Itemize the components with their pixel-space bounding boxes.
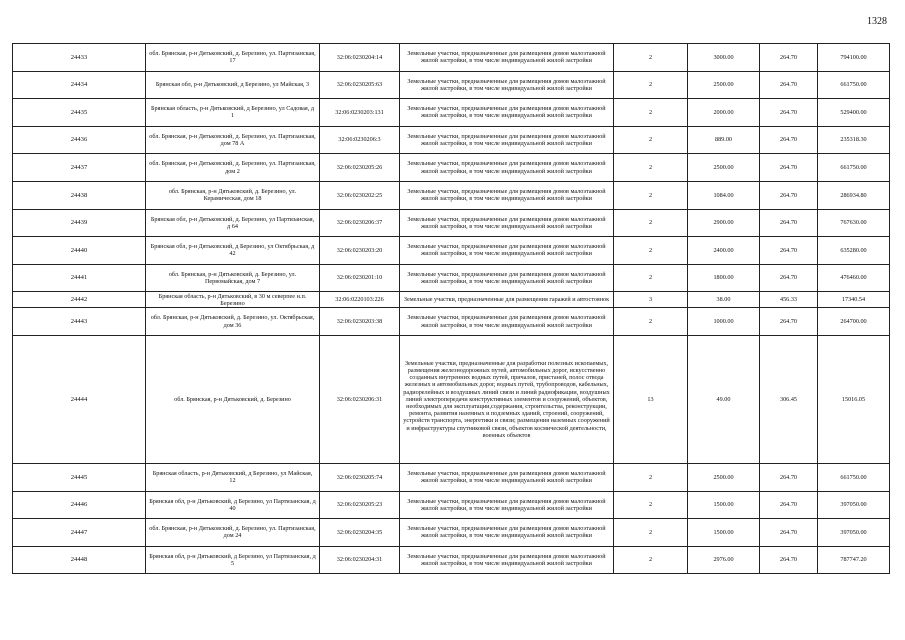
table-row: [13, 308, 890, 336]
row-number: 24445: [13, 463, 146, 491]
unit-value-cell: 264.70: [760, 209, 818, 237]
area-cell: 2000.00: [688, 99, 760, 127]
cadastral-number-cell: 32:06:0230202:25: [320, 181, 400, 209]
cadastral-value-cell: 397050.00: [818, 519, 890, 547]
cadastral-number-cell: 32:06:0230205:26: [320, 154, 400, 182]
table-row: [13, 181, 890, 209]
address-cell: Брянская обл, р-н Дятьковский, д. Березино, ул Партизанская, д 64: [146, 209, 320, 237]
address-cell: обл. Брянская, р-н Дятьковский, д. Березино, ул. Первомайская, дом 7: [146, 264, 320, 292]
cadastral-value-cell: 397050.00: [818, 491, 890, 519]
row-number: 24433: [13, 44, 146, 72]
address-cell: Брянская область, р-н Дятьковский, д Березино, ул Майская, 12: [146, 463, 320, 491]
table-body: [13, 44, 890, 574]
area-cell: 2500.00: [688, 71, 760, 99]
page-number: 1328: [867, 16, 887, 27]
group-cell: 2: [614, 44, 688, 72]
cadastral-number-cell: 32:06:0230206:3: [320, 126, 400, 154]
cadastral-value-cell: 661750.00: [818, 71, 890, 99]
address-cell: обл. Брянская, р-н Дятьковский, д. Березино, ул. Партизанская, дом 2: [146, 154, 320, 182]
unit-value-cell: 264.70: [760, 463, 818, 491]
cadastral-value-cell: 767630.00: [818, 209, 890, 237]
cadastral-value-cell: 264700.00: [818, 308, 890, 336]
cadastral-value-cell: 787747.20: [818, 546, 890, 574]
land-use-cell: Земельные участки, предназначенные для размещения домов малоэтажной жилой застройки, в том числе индивидуальной жилой застройки: [400, 99, 614, 127]
address-cell: Брянская область, р-н Дятьковский, д Березино, ул Садовая, д 1: [146, 99, 320, 127]
land-use-cell: Земельные участки, предназначенные для размещения домов малоэтажной жилой застройки, в том числе индивидуальной жилой застройки: [400, 44, 614, 72]
group-cell: 2: [614, 308, 688, 336]
row-number: 24444: [13, 335, 146, 463]
area-cell: 2900.00: [688, 209, 760, 237]
land-use-cell: Земельные участки, предназначенные для размещения домов малоэтажной жилой застройки, в том числе индивидуальной жилой застройки: [400, 126, 614, 154]
table-row: [13, 491, 890, 519]
land-use-cell: Земельные участки, предназначенные для размещения домов малоэтажной жилой застройки, в том числе индивидуальной жилой застройки: [400, 546, 614, 574]
row-number: 24435: [13, 99, 146, 127]
address-cell: Брянская обл, р-н Дятьковский, д Березино, ул Партизанская, д 40: [146, 491, 320, 519]
table-row: [13, 335, 890, 463]
cadastral-value-cell: 661750.00: [818, 463, 890, 491]
address-cell: Брянская обл, р-н Дятьковский, д Березино, ул Майская, 3: [146, 71, 320, 99]
row-number: 24441: [13, 264, 146, 292]
row-number: 24447: [13, 519, 146, 547]
table-row: [13, 519, 890, 547]
cadastral-value-cell: 476460.00: [818, 264, 890, 292]
table-row: [13, 209, 890, 237]
cadastral-number-cell: 32:06:0230201:10: [320, 264, 400, 292]
group-cell: 2: [614, 209, 688, 237]
address-cell: Брянская обл, р-н Дятьковский, д Березино, ул Октябрьская, д 42: [146, 237, 320, 265]
area-cell: 1800.00: [688, 264, 760, 292]
group-cell: 2: [614, 491, 688, 519]
area-cell: 38.00: [688, 292, 760, 308]
table-row: [13, 126, 890, 154]
cadastral-value-cell: 15016.05: [818, 335, 890, 463]
unit-value-cell: 264.70: [760, 519, 818, 547]
land-use-cell: Земельные участки, предназначенные для размещения домов малоэтажной жилой застройки, в том числе индивидуальной жилой застройки: [400, 264, 614, 292]
area-cell: 2500.00: [688, 463, 760, 491]
cadastral-value-cell: 17340.54: [818, 292, 890, 308]
area-cell: 3000.00: [688, 44, 760, 72]
cadastral-value-cell: 794100.00: [818, 44, 890, 72]
land-use-cell: Земельные участки, предназначенные для размещения гаражей и автостоянок: [400, 292, 614, 308]
table-row: [13, 154, 890, 182]
group-cell: 2: [614, 71, 688, 99]
area-cell: 1500.00: [688, 491, 760, 519]
table-row: [13, 546, 890, 574]
area-cell: 2976.00: [688, 546, 760, 574]
cadastral-value-cell: 235318.30: [818, 126, 890, 154]
row-number: 24440: [13, 237, 146, 265]
address-cell: обл. Брянская, р-н Дятьковский, д. Березино, ул. Партизанская, дом 78 А: [146, 126, 320, 154]
area-cell: 2500.00: [688, 154, 760, 182]
cadastral-value-cell: 661750.00: [818, 154, 890, 182]
cadastral-number-cell: 32:06:0230205:63: [320, 71, 400, 99]
table-row: [13, 463, 890, 491]
unit-value-cell: 264.70: [760, 154, 818, 182]
land-use-cell: Земельные участки, предназначенные для размещения домов малоэтажной жилой застройки, в том числе индивидуальной жилой застройки: [400, 71, 614, 99]
land-use-cell: Земельные участки, предназначенные для размещения домов малоэтажной жилой застройки, в том числе индивидуальной жилой застройки: [400, 463, 614, 491]
cadastral-number-cell: 32:06:0230203:38: [320, 308, 400, 336]
cadastral-number-cell: 32:06:0230205:74: [320, 463, 400, 491]
table-row: [13, 44, 890, 72]
address-cell: Брянская обл, р-н Дятьковский, д Березино, ул Партизанская, д 5: [146, 546, 320, 574]
unit-value-cell: 264.70: [760, 491, 818, 519]
address-cell: обл. Брянская, р-н Дятьковский, д. Березино, ул. Партизанская, 17: [146, 44, 320, 72]
group-cell: 13: [614, 335, 688, 463]
land-use-cell: Земельные участки, предназначенные для размещения домов малоэтажной жилой застройки, в том числе индивидуальной жилой застройки: [400, 519, 614, 547]
land-use-cell: Земельные участки, предназначенные для размещения домов малоэтажной жилой застройки, в том числе индивидуальной жилой застройки: [400, 181, 614, 209]
unit-value-cell: 264.70: [760, 308, 818, 336]
cadastral-number-cell: 32:06:0230206:37: [320, 209, 400, 237]
cadastral-value-cell: 529400.00: [818, 99, 890, 127]
group-cell: 3: [614, 292, 688, 308]
cadastral-number-cell: 32:06:0220103:226: [320, 292, 400, 308]
cadastral-value-cell: 635280.00: [818, 237, 890, 265]
area-cell: 49.00: [688, 335, 760, 463]
unit-value-cell: 264.70: [760, 264, 818, 292]
cadastral-number-cell: 32:06:0230206:31: [320, 335, 400, 463]
group-cell: 2: [614, 181, 688, 209]
row-number: 24437: [13, 154, 146, 182]
cadastral-number-cell: 32:06:0230204:31: [320, 546, 400, 574]
address-cell: обл. Брянская, р-н Дятьковский, д. Березино, ул. Партизанская, дом 24: [146, 519, 320, 547]
row-number: 24442: [13, 292, 146, 308]
row-number: 24439: [13, 209, 146, 237]
group-cell: 2: [614, 154, 688, 182]
table-row: [13, 292, 890, 308]
group-cell: 2: [614, 519, 688, 547]
area-cell: 1500.00: [688, 519, 760, 547]
area-cell: 1000.00: [688, 308, 760, 336]
unit-value-cell: 456.33: [760, 292, 818, 308]
cadastral-number-cell: 32:06:0230204:14: [320, 44, 400, 72]
unit-value-cell: 264.70: [760, 546, 818, 574]
land-use-cell: Земельные участки, предназначенные для размещения домов малоэтажной жилой застройки, в том числе индивидуальной жилой застройки: [400, 154, 614, 182]
row-number: 24438: [13, 181, 146, 209]
row-number: 24448: [13, 546, 146, 574]
unit-value-cell: 264.70: [760, 237, 818, 265]
address-cell: Брянская область, р-н Дятьковский, в 30 м северпее н.п. Березино: [146, 292, 320, 308]
table-row: [13, 71, 890, 99]
group-cell: 2: [614, 463, 688, 491]
area-cell: 1084.00: [688, 181, 760, 209]
address-cell: обл. Брянская, р-н Дятьковский, д. Березино, ул. Керамическая, дом 18: [146, 181, 320, 209]
cadastral-number-cell: 32:06:0230203:20: [320, 237, 400, 265]
group-cell: 2: [614, 264, 688, 292]
unit-value-cell: 264.70: [760, 99, 818, 127]
row-number: 24446: [13, 491, 146, 519]
table-row: [13, 237, 890, 265]
cadastral-number-cell: 32:06:0230203:131: [320, 99, 400, 127]
table-row: [13, 264, 890, 292]
row-number: 24436: [13, 126, 146, 154]
address-cell: обл. Брянская, р-н Дятьковский, д. Березино: [146, 335, 320, 463]
address-cell: обл. Брянская, р-н Дятьковский, д. Березино, ул. Октябрьская, дом 36: [146, 308, 320, 336]
unit-value-cell: 264.70: [760, 181, 818, 209]
group-cell: 2: [614, 546, 688, 574]
group-cell: 2: [614, 126, 688, 154]
land-use-cell: Земельные участки, предназначенные для размещения домов малоэтажной жилой застройки, в том числе индивидуальной жилой застройки: [400, 209, 614, 237]
table-row: [13, 99, 890, 127]
cadastral-value-cell: 286934.80: [818, 181, 890, 209]
row-number: 24434: [13, 71, 146, 99]
land-use-cell: Земельные участки, предназначенные для размещения домов малоэтажной жилой застройки, в том числе индивидуальной жилой застройки: [400, 237, 614, 265]
area-cell: 889.00: [688, 126, 760, 154]
land-use-cell: Земельные участки, предназначенные для размещения домов малоэтажной жилой застройки, в том числе индивидуальной жилой застройки: [400, 491, 614, 519]
area-cell: 2400.00: [688, 237, 760, 265]
group-cell: 2: [614, 237, 688, 265]
unit-value-cell: 264.70: [760, 126, 818, 154]
unit-value-cell: 264.70: [760, 71, 818, 99]
land-use-cell: Земельные участки, предназначенные для размещения домов малоэтажной жилой застройки, в том числе индивидуальной жилой застройки: [400, 308, 614, 336]
land-use-cell: Земельные участки, предназначенные для разработки полезных ископаемых, размещения железнодорожных путей, автомобильных дорог, искусственно созданных внутренних водных путей, причалов, пристаней, полос отвода железных и автомобильных дорог, водных путей, трубопроводов, кабельных, радиорелейных и воздушных линий связи и линий радиофикации, воздушных линий электропередачи конструктивных элементов и сооружений, объектов, необходимых для эксплуатации,содержания, строительства, реконструкции, ремонта, развития наземных и подземных зданий, строений, сооружений, устройств транспорта, энергетики и связи; размещения наземных сооружений и инфраструктуры спутниковой связи, объектов космической деятельности, военных объектов: [400, 335, 614, 463]
group-cell: 2: [614, 99, 688, 127]
row-number: 24443: [13, 308, 146, 336]
unit-value-cell: 264.70: [760, 44, 818, 72]
cadastral-number-cell: 32:06:0230205:23: [320, 491, 400, 519]
cadastral-value-table: [12, 43, 890, 574]
cadastral-number-cell: 32:06:0230204:35: [320, 519, 400, 547]
unit-value-cell: 306.45: [760, 335, 818, 463]
